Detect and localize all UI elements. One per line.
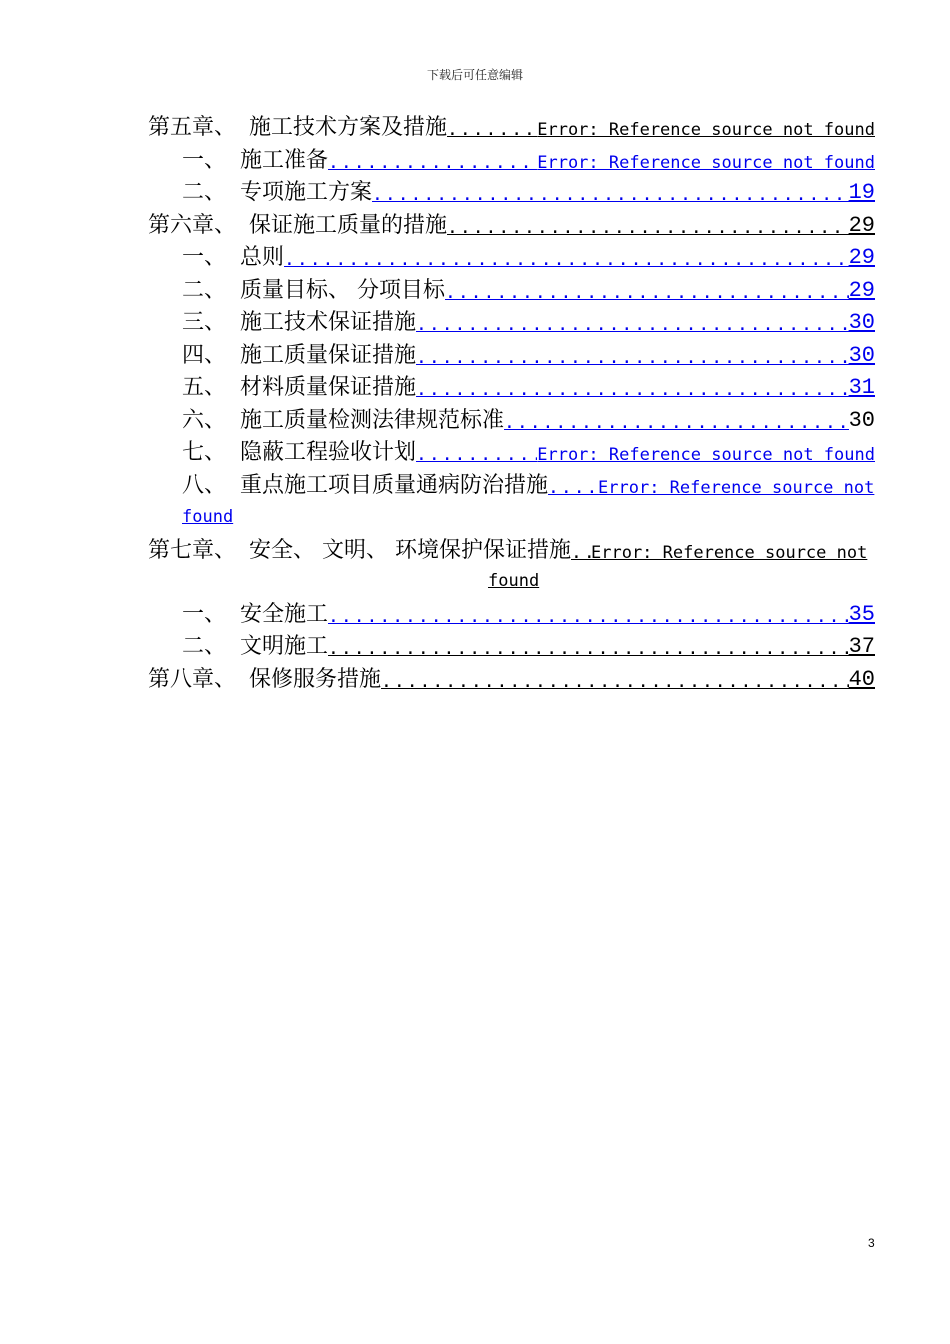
toc-page-number: 19 [848,180,875,205]
toc-leader-dots [548,475,598,501]
toc-page-number: 40 [848,667,875,692]
toc-entry-number: 七、 [182,440,233,465]
toc-entry-number: 二、 [182,634,233,659]
toc-entry-title: 材料质量保证措施 [240,375,417,400]
toc-section-entry[interactable] [182,341,875,371]
toc-entry-title: 总则 [240,245,285,270]
toc-entry-number: 一、 [182,148,233,173]
toc-entry-title: 安全施工 [240,602,329,627]
toc-chapter-entry[interactable] [148,113,875,143]
toc-page-number: 30 [848,408,875,433]
toc-leader-dots [445,280,849,306]
toc-reference-error: Error: Reference source not found [537,120,875,140]
toc-entry-title: 施工技术方案及措施 [249,115,448,140]
toc-section-entry[interactable] [182,373,875,403]
toc-entry-title: 保修服务措施 [249,667,382,692]
toc-entry-number: 一、 [182,602,233,627]
toc-leader-dots [328,636,849,662]
page-header: 下载后可任意编辑 [426,68,523,82]
toc-page-number: 29 [848,245,875,270]
toc-entry-number: 八、 [182,473,233,498]
page-number: 3 [868,1236,875,1250]
toc-chapter-entry[interactable] [148,536,875,566]
toc-leader-dots [381,669,849,695]
toc-entry-number: 第八章、 [148,667,243,692]
toc-entry-title: 施工准备 [240,148,329,173]
toc-leader-dots [416,377,849,403]
toc-entry-title: 专项施工方案 [240,180,373,205]
toc-entry-title: 隐蔽工程验收计划 [240,440,417,465]
toc-entry-title: 重点施工项目质量通病防治措施 [240,473,549,498]
toc-leader-dots [416,312,849,338]
toc-section-entry[interactable] [182,243,875,273]
toc-page-number: 29 [848,213,875,238]
toc-leader-dots [504,410,849,436]
toc-leader-dots [328,604,849,630]
toc-page-number: 29 [848,278,875,303]
toc-reference-error-continued: found [182,507,234,527]
toc-leader-dots [416,442,537,468]
toc-entry-number: 二、 [182,180,233,205]
toc-reference-error: Error: Reference source not [598,478,875,498]
toc-page-number: 31 [848,375,875,400]
toc-leader-dots [372,182,849,208]
toc-entry-number: 二、 [182,278,233,303]
toc-section-entry[interactable] [182,146,875,176]
toc-entry-number: 四、 [182,343,233,368]
toc-entry-number: 第七章、 [148,538,243,563]
toc-page-number: 30 [848,310,875,335]
toc-leader-dots [328,150,537,176]
toc-section-entry[interactable] [182,276,875,306]
toc-entry-title: 保证施工质量的措施 [249,213,448,238]
toc-entry-number: 一、 [182,245,233,270]
toc-entry-title: 安全、 文明、 环境保护保证措施 [249,538,571,563]
toc-leader-dots [284,247,849,273]
toc-reference-error: Error: Reference source not found [537,445,875,465]
toc-page-number: 35 [848,602,875,627]
toc-leader-dots [447,215,849,241]
toc-entry-number: 第五章、 [148,115,243,140]
toc-reference-error-continued: found [488,571,540,591]
toc-chapter-entry[interactable] [148,211,875,241]
toc-entry-number: 第六章、 [148,213,243,238]
toc-section-entry[interactable] [182,471,875,501]
toc-entry-number: 六、 [182,408,233,433]
toc-entry-title: 施工质量检测法律规范标准 [240,408,505,433]
toc-entry-number: 三、 [182,310,233,335]
toc-section-entry[interactable] [182,632,875,662]
toc-leader-dots [447,117,537,143]
toc-entry-title: 施工质量保证措施 [240,343,417,368]
toc-reference-error: Error: Reference source not [591,543,868,563]
toc-entry-title: 文明施工 [240,634,329,659]
toc-section-entry[interactable] [182,308,875,338]
toc-page-number: 37 [848,634,875,659]
toc-section-entry[interactable] [182,600,875,630]
toc-leader-dots [571,540,591,566]
toc-entry-number: 五、 [182,375,233,400]
toc-page-number: 30 [848,343,875,368]
toc-reference-error: Error: Reference source not found [537,153,875,173]
toc-entry-title: 质量目标、 分项目标 [240,278,445,303]
toc-section-entry[interactable] [182,406,875,436]
toc-chapter-entry[interactable] [148,665,875,695]
toc-section-entry[interactable] [182,438,875,468]
toc-leader-dots [416,345,849,371]
toc-entry-title: 施工技术保证措施 [240,310,417,335]
toc-section-entry[interactable] [182,178,875,208]
